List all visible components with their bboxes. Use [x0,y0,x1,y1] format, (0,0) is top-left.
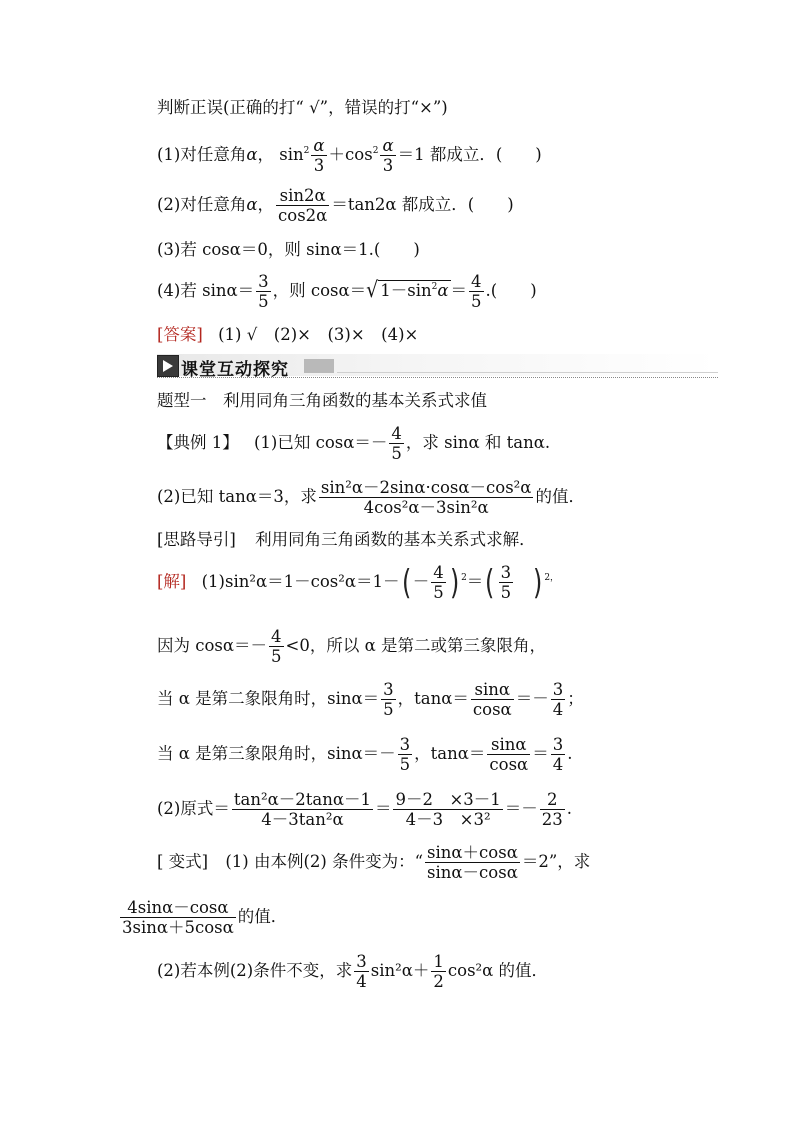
variant-label: [ 变式] [157,852,209,871]
example-label: 【典例 1】 [157,433,239,452]
section-title: 课堂互动探究 [181,360,289,380]
exercise-answer: [答案] (1) √ (2)× (3)× (4)× [157,325,419,344]
exercise-q2: (2)对任意角α， $\frac{\sin 2\alpha}{\cos 2\alpha}$ ＝tan2α 都成立．( ) [157,186,514,225]
solution-line-5: (2)原式＝ $\frac{\text{tan²α－2tanα－1}}{\text{4－3tan²α}}$ ＝ $\frac{9-2 \times 3-1}{\text{4－3 ×3²}}$ ＝－ $\frac{2}{23}$ . [157,790,573,829]
sqrt-icon: √ [366,277,379,303]
exercise-q3: (3)若 cosα＝0，则 sinα＝1.( ) [157,240,420,259]
example-part2: (2)已知 tanα＝3，求 $\frac{\text{sin²α－2sinα·cosα－cos²α}}{\text{4cos²α－3sin²α}}$ 的值． [157,478,585,517]
exercise-intro: 判断正误(正确的打“ √”，错误的打“×”) [157,98,448,117]
variant-line-2: $\frac{4\sin\alpha-\cos\alpha}{3\sin\alpha+5\cos\alpha}$ 的值． [122,898,288,937]
variant-line-3: (2)若本例(2)条件不变，求 $\frac{3}{4}$ sin²α＋ $\frac{1}{2}$ cos²α 的值． [157,952,549,991]
solution-line-2: 因为 cosα＝－ $\frac{4}{5}$ <0，所以 α 是第二或第三象限角， [157,627,546,666]
answer-label: [答案] [157,325,203,344]
solution-line-3: 当 α 是第二象限角时，sinα＝ $\frac{3}{5}$ ，tanα＝ $\frac{\sin\alpha}{\cos\alpha}$ ＝－ $\frac{3}{4}$ ； [157,680,584,719]
solution-label: [解] [157,572,187,591]
hint-line: [思路导引] 利用同角三角函数的基本关系式求解． [157,530,536,549]
hint-label: [思路导引] [157,530,236,549]
solution-line-4: 当 α 是第三象限角时，sinα＝－ $\frac{3}{5}$ ，tanα＝ $\frac{\sin\alpha}{\cos\alpha}$ ＝ $\frac{3}{4}$ . [157,735,573,774]
example-part1: 【典例 1】 (1)已知 cosα＝－ $\frac{4}{5}$ ，求 sinα 和 tanα. [157,424,551,463]
variant-line-1: [ 变式] (1) 由本例(2) 条件变为：“ $\frac{\sin\alpha+\cos\alpha}{\sin\alpha-\cos\alpha}$ ＝2”，求 [157,843,591,882]
exercise-q1: (1)对任意角α， $\sin^2$ $\frac{\alpha}{3}$ $+\cos^2$ $\frac{\alpha}{3}$ ＝1 都成立．( ) [157,136,542,175]
solution-line-1: [解] (1)sin²α＝1－cos²α＝1－( － $\frac{4}{5}$ ) $^2$＝( $\frac{3}{5}$ ) $^{2,}$ [157,562,560,603]
section-header [157,352,718,378]
play-arrow-icon [157,355,179,377]
topic-heading: 题型一 利用同角三角函数的基本关系式求值 [157,391,487,410]
exercise-q4: (4)若 sinα＝ $\frac{3}{5}$ ，则 cosα＝√ $1-\sin^2\alpha$ ＝ $\frac{4}{5}$ .( ) [157,272,537,311]
